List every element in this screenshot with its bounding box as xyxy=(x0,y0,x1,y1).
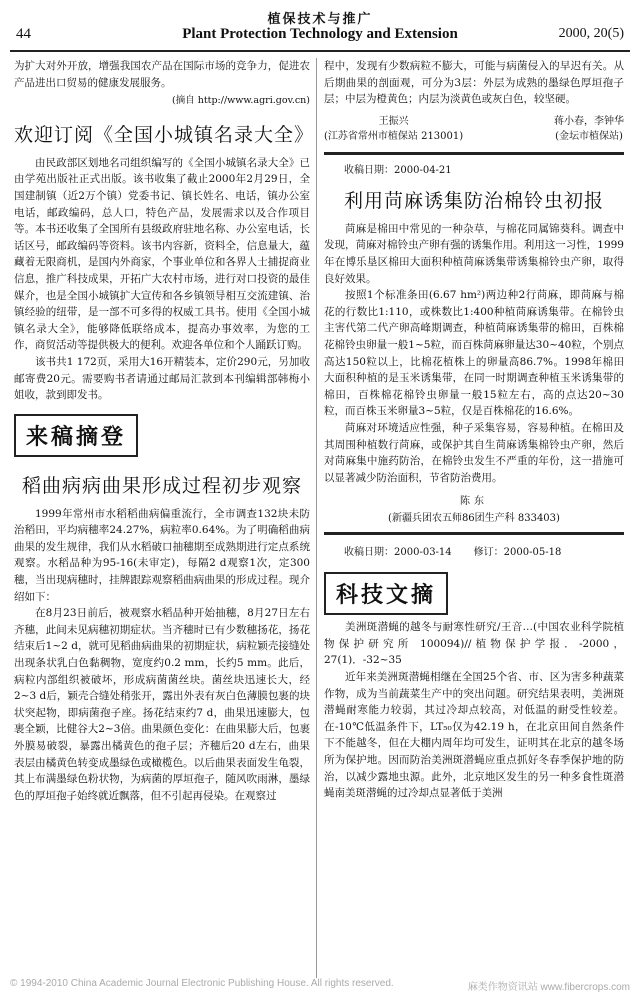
ad-paragraph-2: 该书共1 172页，采用大16开精装本，定价290元，另加收邮寄费20元。需要购书者请通过邮局汇款到本刊编辑部韩梅小姐收，款到即发书。 xyxy=(14,355,310,402)
copyright-notice: © 1994-2010 China Academic Journal Electronic Publishing House. All rights reserved. xyxy=(10,978,394,989)
section-box-abstracts: 科技文摘 xyxy=(324,572,448,615)
revised-date-2: 修订：2000-05-18 xyxy=(473,547,562,559)
journal-title-en: Plant Protection Technology and Extension xyxy=(182,26,458,42)
article-title: 稻曲病病曲果形成过程初步观察 xyxy=(21,474,302,497)
author-1-name: 王振兴 xyxy=(378,115,409,127)
column-divider xyxy=(316,58,317,978)
received-date-2: 收稿日期：2000-03-14 xyxy=(344,547,452,559)
section-box-contributions: 来稿摘登 xyxy=(14,414,138,457)
received-date-1: 收稿日期：2000-04-21 xyxy=(344,164,452,176)
article-2-paragraph-1: 苘麻是棉田中常见的一种杂草，与棉花同属锦葵科。调查中发现，苘麻对棉铃虫产卵有强的诱集作用。利用这一习性，1999年在博乐垦区棉田大面积种植苘麻诱集带诱集棉铃虫产卵，取得良好效果。 xyxy=(324,222,624,285)
intro-source: (摘自 http://www.agri.gov.cn) xyxy=(171,95,310,107)
author-2-name: 蒋小春，李钟华 xyxy=(554,115,624,127)
abstract-reference: 美洲斑潜蝇的越冬与耐寒性研究/王音…(中国农业科学院植物保护研究所 100094)//植物保护学报．-2000，27(1)．-32~35 xyxy=(324,621,624,667)
author-3-affiliation: (新疆兵团农五师86团生产科 833403) xyxy=(388,513,560,525)
page-header xyxy=(10,6,630,48)
author-2 xyxy=(554,114,624,144)
right-column xyxy=(324,58,624,802)
dates-block-2 xyxy=(344,543,624,558)
article-paragraph-1: 1999年常州市水稻稻曲病偏重流行，全市调查132块未防治稻田，平均病穗率24.27%，病粒率0.64%。为了明确稻曲病曲果的发生规律，我们从水稻破口抽穗期至成熟期进行定点系统观察。水稻品种为95-16(未审定)，每隔2 d观察1次，定300穗，当出现病穗时，挂牌跟踪观察稻曲病曲果的形成过程。现介绍如下： xyxy=(14,507,310,603)
left-column xyxy=(14,58,315,804)
page-footer xyxy=(10,978,630,994)
author-2-affiliation: (金坛市植保站) xyxy=(555,130,623,142)
ad-title: 欢迎订阅《全国小城镇名录大全》 xyxy=(14,123,315,146)
article-continued: 程中，发现有少数病粒不膨大，可能与病菌侵入的早迟有关。从后期曲果的剖面观，可分为3层：外层为成熟的墨绿色厚垣孢子层；中层为橙黄色；内层为淡黄色或灰白色，较坚硬。 xyxy=(324,60,624,106)
issue-info: 2000, 20(5) xyxy=(558,26,624,41)
intro-paragraph: 为扩大对外开放，增强我国农产品在国际市场的竞争力，促进农产品进出口贸易的健康发展服务。 xyxy=(14,60,310,89)
header-rule xyxy=(10,50,630,52)
article-2-paragraph-3: 苘麻对环境适应性强，种子采集容易，容易种植。在棉田及其周围种植数行苘麻，或保护其自生苘麻诱集棉铃虫产卵，然后对苘麻集中施药防治，在棉铃虫发生不严重的年份，这一措施可以显著减少防治面积，节省防治费用。 xyxy=(324,421,624,484)
author-1-affiliation: (江苏省常州市植保站 213001) xyxy=(324,130,464,142)
page-number: 44 xyxy=(16,26,31,42)
ad-paragraph-1: 由民政部区划地名司组织编写的《全国小城镇名录大全》已由学苑出版社正式出版。该书收集了截止2000年2月29日，全国建制镇（近2万个镇）党委书记、镇长姓名、电话，镇办公室电话，邮政编码，总人口，特色产品，发展需求以及合作项目等。本书还收集了全国所有县级政府驻地名称、办公室电话，长话区号，邮政编码等资料。该书内容新，资料全，信息量大，蕴藏着无限商机，是国内外商家，个事业单位和各界人士捕捉商业信息，推广科技成果，开拓广大农村市场，进行对口投资的最佳媒介，也是全国小城镇扩大宣传和各乡镇领导相互交流建镇、治镇经验的纽带，是一部不可多得的权威工具书。使用《全国小城镇名录大全》，能够降低联络成本，提高办事效率，为您的工作，商贸活动等提供极大的便利。欢迎各单位和个人踊跃订购。 xyxy=(14,156,310,352)
author-3-name: 陈东 xyxy=(460,496,488,508)
article-2-paragraph-2: 按照1个标准条田(6.67 hm²)两边种2行苘麻，即苘麻与棉花的行数比1:110，或株数比1:400种植苘麻诱集带。在棉铃虫主害代第二代产卵高峰期调查，种植苘麻诱集带的棉田，百株棉花棉铃虫卵量一般1~5粒，而百株苘麻卵量达30~40粒，个别点高达150粒以上，比棉花植株上的卵量高86.7%。1998年棉田大面积种植的是玉米诱集带，在同一时期调查种植玉米诱集带的棉田，百株棉花棉铃虫卵量一般15粒左右，高的点达20~30粒，而百株玉米卵量3~5粒，仅是百株棉花的16.6%。 xyxy=(324,289,624,418)
section-rule-2 xyxy=(324,532,624,535)
abstract-paragraph: 近年来美洲斑潜蝇相继在全国25个省、市、区为害多种蔬菜作物，成为当前蔬菜生产中的突出问题。研究结果表明，美洲斑潜蝇耐寒能力较弱，其过冷却点较高，对低温的耐受性较差。在-10℃低温条件下，LT₅₀仅为42.19 h，在北京田间自然条件下不能越冬，但在大棚内周年均可发生，证明其在北京的越冬场所为保护地。因而防治美洲斑潜蝇应重点抓好冬春季保护地的防治，以减少露地虫源。此外，北京地区发生的另一种多食性斑潜蝇南美斑潜蝇的过冷却点显著低于美洲 xyxy=(324,671,624,800)
section-rule-1 xyxy=(324,152,624,155)
journal-title-zh: 植保技术与推广 xyxy=(267,12,373,27)
article-2-title: 利用苘麻诱集防治棉铃虫初报 xyxy=(343,189,604,212)
watermark-text: 麻类作物资讯站 www.fibercrops.com xyxy=(467,982,630,993)
authors-block xyxy=(324,114,624,144)
article-paragraph-2: 在8月23日前后，被观察水稻品种开始抽穗，8月27日左右齐穗，此间未见病穗初期症状。当齐穗时已有少数穗扬花，扬花结束后1~2 d，就可见稻曲病曲果的初期症状，病粒颖壳接缝处出现条状乳白色黏稠物，宽度约0.2 mm，长约5 mm。此后，病粒内部组织被破坏，形成病菌菌丝块。菌丝块迅速长大，经2~3 d后，颖壳合缝处稍张开，露出外表有灰白色薄膜包裹的块状突起物，即病菌孢子座。扬花结束约7 d，曲果迅速膨大，包裹全颖，比健谷大2~3倍。曲果颜色变化：在曲果膨大后，包裹外膜易破裂，暴露出橘黄色的孢子层；齐穗后20 d左右，曲果表层由橘黄色转变成墨绿色或橄榄色。以后曲果表面发生龟裂，其上布满墨绿色粉状物，为病菌的厚垣孢子，随风吹雨淋，墨绿色的厚垣孢子始终就近飘落，但不引起再侵染。在观察过 xyxy=(14,607,310,802)
author-1 xyxy=(324,114,463,144)
